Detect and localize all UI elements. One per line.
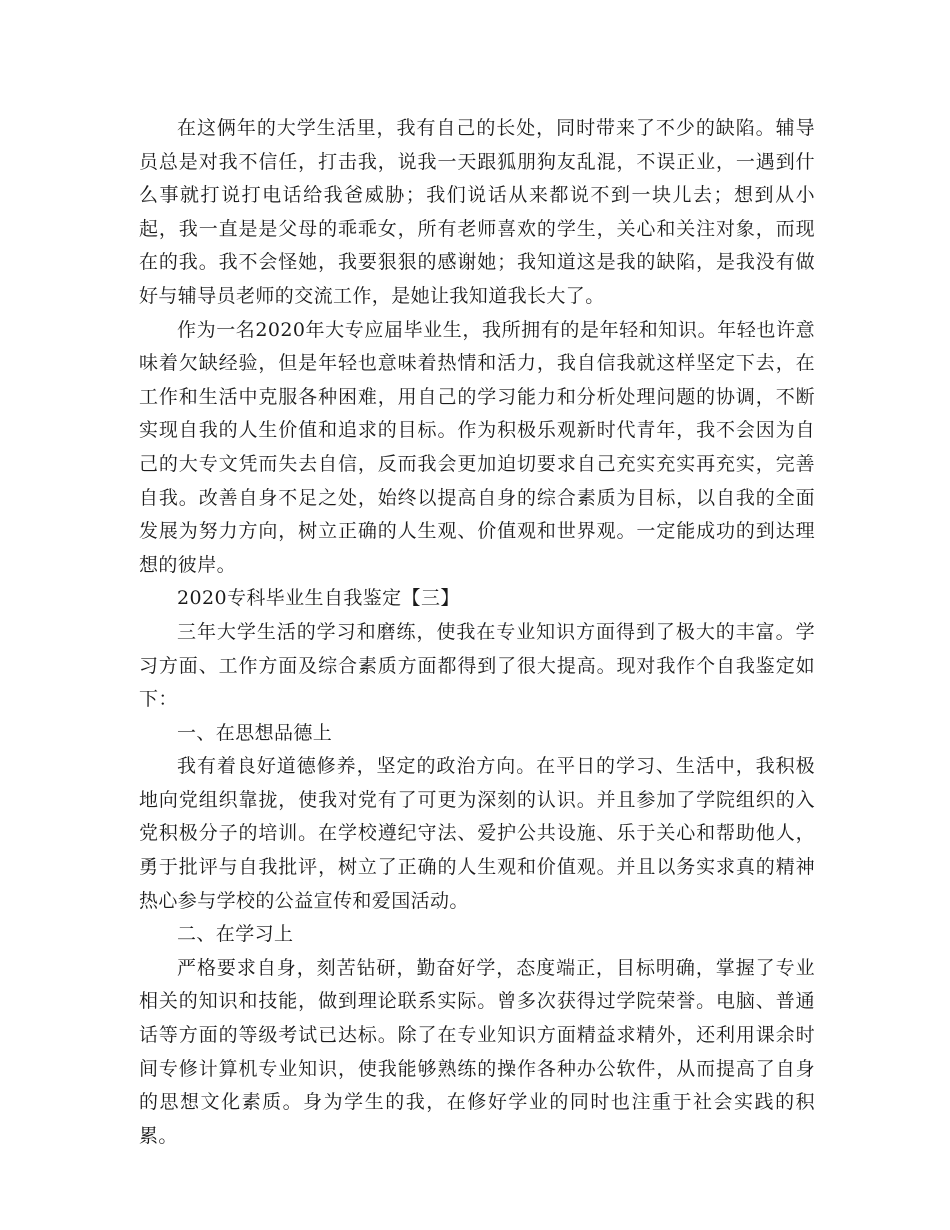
paragraph-intro: 三年大学生活的学习和磨练，使我在专业知识方面得到了极大的丰富。学习方面、工作方面及综合素质方面都得到了很大提高。现对我作个自我鉴定如下： [139,620,815,711]
paragraph-graduate: 作为一名2020年大专应届毕业生，我所拥有的是年轻和知识。年轻也许意味着欠缺经验，但是年轻也意味着热情和活力，我自信我就这样坚定下去，在工作和生活中克服各种困难，用自己的学习能力和分析处理问题的协调，不断实现自我的人生价值和追求的目标。作为积极乐观新时代青年，我不会因为自己的大专文凭而失去自信，反而我会更加迫切要求自己充实充实再充实，完善自我。改善自身不足之处，始终以提高自身的综合素质为目标，以自我的全面发展为努力方向，树立正确的人生观、价值观和世界观。一定能成功的到达理想的彼岸。 [139,318,815,576]
subheading-study: 二、在学习上 [177,923,294,946]
subheading-morality: 一、在思想品德上 [177,721,333,744]
section-heading-three: 2020专科毕业生自我鉴定【三】 [177,587,460,610]
paragraph-morality: 我有着良好道德修养，坚定的政治方向。在平日的学习、生活中，我积极地向党组织靠拢，使我对党有了可更为深刻的认识。并且参加了学院组织的入党积极分子的培训。在学校遵纪守法、爱护公共设施、乐于关心和帮助他人，勇于批评与自我批评，树立了正确的人生观和价值观。并且以务实求真的精神热心参与学校的公益宣传和爱国活动。 [139,755,815,912]
paragraph-study: 严格要求自身，刻苦钻研，勤奋好学，态度端正，目标明确，掌握了专业相关的知识和技能，做到理论联系实际。曾多次获得过学院荣誉。电脑、普通话等方面的等级考试已达标。除了在专业知识方面精益求精外，还利用课余时间专修计算机专业知识，使我能够熟练的操作各种办公软件，从而提高了自身的思想文化素质。身为学生的我，在修好学业的同时也注重于社会实践的积累。 [139,956,815,1147]
paragraph-reflection: 在这俩年的大学生活里，我有自己的长处，同时带来了不少的缺陷。辅导员总是对我不信任，打击我，说我一天跟狐朋狗友乱混，不误正业，一遇到什么事就打说打电话给我爸威胁；我们说话从来都说不到一块儿去；想到从小起，我一直是是父母的乖乖女，所有老师喜欢的学生，关心和关注对象，而现在的我。我不会怪她，我要狠狠的感谢她；我知道这是我的缺陷，是我没有做好与辅导员老师的交流工作，是她让我知道我长大了。 [139,117,815,307]
document-body [139,112,815,1153]
